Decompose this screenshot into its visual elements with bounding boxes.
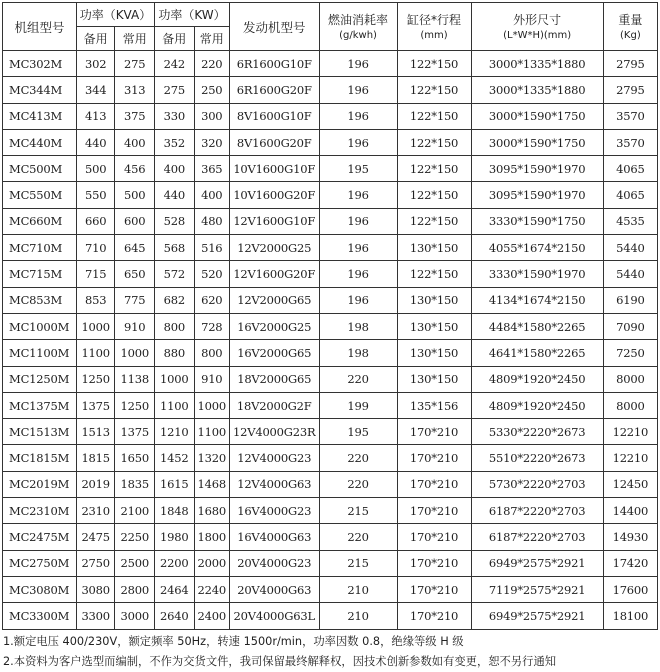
cell-kva-prime: 2250 xyxy=(115,524,155,550)
cell-kva-standby: 710 xyxy=(76,235,115,261)
cell-kw-prime: 520 xyxy=(194,261,229,287)
cell-kw-standby: 1000 xyxy=(155,366,195,392)
cell-kw-prime: 320 xyxy=(194,129,229,155)
table-row xyxy=(3,103,658,129)
table-row xyxy=(3,182,658,208)
cell-kva-standby: 2019 xyxy=(76,471,115,497)
cell-dimensions: 3330*1590*1750 xyxy=(471,208,603,234)
cell-engine: 10V1600G10F xyxy=(229,156,319,182)
cell-weight: 7090 xyxy=(603,313,657,339)
cell-kva-prime: 2100 xyxy=(115,498,155,524)
cell-engine: 6R1600G20F xyxy=(229,77,319,103)
cell-kva-standby: 660 xyxy=(76,208,115,234)
cell-model: MC1513M xyxy=(3,419,77,445)
cell-kva-standby: 1375 xyxy=(76,392,115,418)
cell-weight: 12210 xyxy=(603,445,657,471)
cell-kva-standby: 1250 xyxy=(76,366,115,392)
cell-kva-prime: 500 xyxy=(115,182,155,208)
cell-weight: 12210 xyxy=(603,419,657,445)
cell-model: MC1815M xyxy=(3,445,77,471)
cell-fuel-rate: 210 xyxy=(319,576,397,602)
cell-kw-prime: 516 xyxy=(194,235,229,261)
cell-model: MC440M xyxy=(3,129,77,155)
cell-kva-standby: 2475 xyxy=(76,524,115,550)
cell-fuel-rate: 195 xyxy=(319,156,397,182)
cell-kw-prime: 300 xyxy=(194,103,229,129)
cell-bore-stroke: 122*150 xyxy=(397,208,471,234)
cell-kva-standby: 413 xyxy=(76,103,115,129)
cell-kva-prime: 1000 xyxy=(115,340,155,366)
cell-fuel-rate: 220 xyxy=(319,366,397,392)
cell-kva-prime: 1835 xyxy=(115,471,155,497)
cell-engine: 12V1600G20F xyxy=(229,261,319,287)
cell-engine: 20V4000G23 xyxy=(229,550,319,576)
cell-dimensions: 6187*2220*2703 xyxy=(471,524,603,550)
cell-model: MC500M xyxy=(3,156,77,182)
cell-fuel-rate: 199 xyxy=(319,392,397,418)
cell-dimensions: 4055*1674*2150 xyxy=(471,235,603,261)
cell-dimensions: 7119*2575*2921 xyxy=(471,576,603,602)
table-row xyxy=(3,366,658,392)
cell-kw-standby: 1980 xyxy=(155,524,195,550)
table-row xyxy=(3,313,658,339)
cell-weight: 8000 xyxy=(603,366,657,392)
cell-weight: 3570 xyxy=(603,103,657,129)
cell-kw-standby: 1615 xyxy=(155,471,195,497)
cell-kw-standby: 800 xyxy=(155,313,195,339)
table-row xyxy=(3,287,658,313)
cell-dimensions: 3095*1590*1970 xyxy=(471,156,603,182)
cell-model: MC710M xyxy=(3,235,77,261)
cell-weight: 12450 xyxy=(603,471,657,497)
cell-model: MC1000M xyxy=(3,313,77,339)
cell-kva-standby: 2310 xyxy=(76,498,115,524)
header-kw-standby: 备用 xyxy=(155,27,195,51)
table-row xyxy=(3,524,658,550)
cell-dimensions: 3000*1335*1880 xyxy=(471,77,603,103)
cell-bore-stroke: 122*150 xyxy=(397,182,471,208)
cell-kva-prime: 456 xyxy=(115,156,155,182)
cell-engine: 16V4000G23 xyxy=(229,498,319,524)
cell-kva-prime: 275 xyxy=(115,51,155,77)
cell-dimensions: 4809*1920*2450 xyxy=(471,392,603,418)
cell-bore-stroke: 130*150 xyxy=(397,340,471,366)
table-row xyxy=(3,340,658,366)
cell-fuel-rate: 215 xyxy=(319,550,397,576)
cell-kw-prime: 250 xyxy=(194,77,229,103)
cell-bore-stroke: 130*150 xyxy=(397,235,471,261)
cell-weight: 5440 xyxy=(603,261,657,287)
cell-kva-standby: 1815 xyxy=(76,445,115,471)
cell-fuel-rate: 195 xyxy=(319,419,397,445)
table-row xyxy=(3,603,658,629)
cell-bore-stroke: 170*210 xyxy=(397,471,471,497)
header-dims xyxy=(471,3,603,51)
cell-dimensions: 5730*2220*2703 xyxy=(471,471,603,497)
cell-dimensions: 3000*1590*1750 xyxy=(471,103,603,129)
cell-weight: 5440 xyxy=(603,235,657,261)
header-kva-standby: 备用 xyxy=(76,27,115,51)
table-row xyxy=(3,129,658,155)
cell-kva-prime: 400 xyxy=(115,129,155,155)
cell-kva-standby: 1100 xyxy=(76,340,115,366)
cell-kw-prime: 1100 xyxy=(194,419,229,445)
cell-kva-standby: 853 xyxy=(76,287,115,313)
cell-bore-stroke: 122*150 xyxy=(397,51,471,77)
cell-bore-stroke: 170*210 xyxy=(397,419,471,445)
cell-kva-standby: 302 xyxy=(76,51,115,77)
header-weight xyxy=(603,3,657,51)
cell-model: MC3300M xyxy=(3,603,77,629)
footnotes xyxy=(3,632,657,672)
cell-kw-prime: 1800 xyxy=(194,524,229,550)
header-fuel xyxy=(319,3,397,51)
cell-kva-prime: 2800 xyxy=(115,576,155,602)
cell-weight: 14930 xyxy=(603,524,657,550)
cell-engine: 10V1600G20F xyxy=(229,182,319,208)
cell-kva-prime: 645 xyxy=(115,235,155,261)
cell-kw-standby: 440 xyxy=(155,182,195,208)
cell-kw-prime: 620 xyxy=(194,287,229,313)
table-row xyxy=(3,550,658,576)
cell-bore-stroke: 170*210 xyxy=(397,445,471,471)
header-bore-label: 缸径*行程 xyxy=(407,12,462,27)
cell-fuel-rate: 220 xyxy=(319,445,397,471)
cell-engine: 18V2000G65 xyxy=(229,366,319,392)
header-dims-label: 外形尺寸 xyxy=(513,12,562,27)
cell-engine: 8V1600G10F xyxy=(229,103,319,129)
cell-dimensions: 4484*1580*2265 xyxy=(471,313,603,339)
cell-model: MC2750M xyxy=(3,550,77,576)
cell-fuel-rate: 196 xyxy=(319,51,397,77)
cell-model: MC660M xyxy=(3,208,77,234)
cell-bore-stroke: 130*150 xyxy=(397,366,471,392)
table-row xyxy=(3,235,658,261)
cell-dimensions: 3000*1335*1880 xyxy=(471,51,603,77)
cell-bore-stroke: 170*210 xyxy=(397,576,471,602)
cell-kva-prime: 910 xyxy=(115,313,155,339)
table-row xyxy=(3,261,658,287)
cell-dimensions: 3000*1590*1750 xyxy=(471,129,603,155)
cell-kva-prime: 375 xyxy=(115,103,155,129)
cell-engine: 12V1600G10F xyxy=(229,208,319,234)
table-row xyxy=(3,392,658,418)
footnote-1: 1.额定电压 400/230V，额定频率 50Hz，转速 1500r/min，功率因数 0.8，绝缘等级 H 级 xyxy=(3,635,464,648)
cell-kw-standby: 330 xyxy=(155,103,195,129)
header-bore-unit: (mm) xyxy=(420,29,448,41)
cell-fuel-rate: 196 xyxy=(319,287,397,313)
cell-engine: 8V1600G20F xyxy=(229,129,319,155)
table-row xyxy=(3,77,658,103)
table-row xyxy=(3,445,658,471)
header-fuel-label: 燃油消耗率 xyxy=(328,12,389,27)
cell-kw-standby: 1210 xyxy=(155,419,195,445)
cell-bore-stroke: 130*150 xyxy=(397,313,471,339)
cell-kva-prime: 1375 xyxy=(115,419,155,445)
cell-fuel-rate: 196 xyxy=(319,129,397,155)
cell-kw-standby: 275 xyxy=(155,77,195,103)
cell-kva-standby: 1000 xyxy=(76,313,115,339)
cell-kva-standby: 344 xyxy=(76,77,115,103)
table-row xyxy=(3,419,658,445)
cell-dimensions: 3095*1590*1970 xyxy=(471,182,603,208)
table-row xyxy=(3,498,658,524)
cell-weight: 4065 xyxy=(603,156,657,182)
cell-model: MC2310M xyxy=(3,498,77,524)
header-model: 机组型号 xyxy=(3,3,77,51)
cell-bore-stroke: 122*150 xyxy=(397,261,471,287)
cell-kw-prime: 728 xyxy=(194,313,229,339)
cell-model: MC715M xyxy=(3,261,77,287)
header-weight-unit: (Kg) xyxy=(620,29,641,41)
header-engine: 发动机型号 xyxy=(229,3,319,51)
cell-dimensions: 3330*1590*1970 xyxy=(471,261,603,287)
cell-weight: 17420 xyxy=(603,550,657,576)
cell-fuel-rate: 196 xyxy=(319,208,397,234)
cell-kw-standby: 1848 xyxy=(155,498,195,524)
cell-fuel-rate: 220 xyxy=(319,524,397,550)
cell-kw-standby: 352 xyxy=(155,129,195,155)
cell-kw-prime: 2000 xyxy=(194,550,229,576)
cell-dimensions: 4134*1674*2150 xyxy=(471,287,603,313)
cell-kw-standby: 2200 xyxy=(155,550,195,576)
cell-kva-standby: 440 xyxy=(76,129,115,155)
cell-kva-prime: 650 xyxy=(115,261,155,287)
cell-bore-stroke: 170*210 xyxy=(397,550,471,576)
cell-kw-standby: 880 xyxy=(155,340,195,366)
cell-fuel-rate: 210 xyxy=(319,603,397,629)
cell-kva-standby: 500 xyxy=(76,156,115,182)
cell-model: MC302M xyxy=(3,51,77,77)
cell-fuel-rate: 196 xyxy=(319,77,397,103)
cell-engine: 16V2000G65 xyxy=(229,340,319,366)
cell-weight: 2795 xyxy=(603,77,657,103)
cell-engine: 6R1600G10F xyxy=(229,51,319,77)
cell-kva-standby: 715 xyxy=(76,261,115,287)
cell-kva-prime: 1250 xyxy=(115,392,155,418)
cell-kva-prime: 313 xyxy=(115,77,155,103)
cell-kva-prime: 1138 xyxy=(115,366,155,392)
header-kva-prime: 常用 xyxy=(115,27,155,51)
footnote-2: 2.本资料为客户选型而编制，不作为交货文件，我司保留最终解释权，因技术创新参数如有变更，恕不另行通知 xyxy=(3,655,557,668)
cell-weight: 8000 xyxy=(603,392,657,418)
cell-engine: 18V2000G2F xyxy=(229,392,319,418)
cell-kw-prime: 400 xyxy=(194,182,229,208)
cell-kva-standby: 2750 xyxy=(76,550,115,576)
cell-kw-prime: 2240 xyxy=(194,576,229,602)
cell-kw-standby: 682 xyxy=(155,287,195,313)
cell-kva-prime: 2500 xyxy=(115,550,155,576)
cell-engine: 12V4000G23 xyxy=(229,445,319,471)
cell-dimensions: 5510*2220*2673 xyxy=(471,445,603,471)
cell-kw-prime: 910 xyxy=(194,366,229,392)
cell-model: MC550M xyxy=(3,182,77,208)
cell-bore-stroke: 170*210 xyxy=(397,524,471,550)
generator-spec-table xyxy=(2,2,658,630)
cell-bore-stroke: 122*150 xyxy=(397,103,471,129)
cell-model: MC3080M xyxy=(3,576,77,602)
cell-kw-prime: 1468 xyxy=(194,471,229,497)
cell-kw-standby: 1452 xyxy=(155,445,195,471)
table-row xyxy=(3,51,658,77)
cell-kva-standby: 550 xyxy=(76,182,115,208)
cell-kw-standby: 528 xyxy=(155,208,195,234)
cell-fuel-rate: 198 xyxy=(319,313,397,339)
cell-fuel-rate: 198 xyxy=(319,340,397,366)
cell-bore-stroke: 170*210 xyxy=(397,498,471,524)
cell-model: MC2019M xyxy=(3,471,77,497)
header-bore xyxy=(397,3,471,51)
cell-kw-prime: 2400 xyxy=(194,603,229,629)
cell-kva-prime: 775 xyxy=(115,287,155,313)
cell-kw-standby: 2640 xyxy=(155,603,195,629)
cell-engine: 12V4000G23R xyxy=(229,419,319,445)
cell-bore-stroke: 170*210 xyxy=(397,603,471,629)
cell-weight: 17600 xyxy=(603,576,657,602)
cell-bore-stroke: 130*150 xyxy=(397,287,471,313)
cell-kva-standby: 1513 xyxy=(76,419,115,445)
cell-engine: 12V4000G63 xyxy=(229,471,319,497)
header-dims-unit: (L*W*H)(mm) xyxy=(503,29,572,41)
cell-fuel-rate: 196 xyxy=(319,103,397,129)
header-fuel-unit: (g/kwh) xyxy=(339,29,377,41)
cell-weight: 7250 xyxy=(603,340,657,366)
cell-engine: 20V4000G63L xyxy=(229,603,319,629)
cell-engine: 12V2000G25 xyxy=(229,235,319,261)
header-weight-label: 重量 xyxy=(618,12,643,27)
cell-bore-stroke: 122*150 xyxy=(397,77,471,103)
cell-kw-standby: 568 xyxy=(155,235,195,261)
cell-kva-prime: 600 xyxy=(115,208,155,234)
table-body xyxy=(3,51,658,630)
cell-model: MC1100M xyxy=(3,340,77,366)
table-row xyxy=(3,208,658,234)
cell-weight: 4535 xyxy=(603,208,657,234)
cell-kw-standby: 2464 xyxy=(155,576,195,602)
cell-dimensions: 6187*2220*2703 xyxy=(471,498,603,524)
cell-kw-prime: 220 xyxy=(194,51,229,77)
cell-dimensions: 5330*2220*2673 xyxy=(471,419,603,445)
cell-kw-prime: 1680 xyxy=(194,498,229,524)
cell-weight: 18100 xyxy=(603,603,657,629)
cell-bore-stroke: 135*156 xyxy=(397,392,471,418)
cell-fuel-rate: 196 xyxy=(319,235,397,261)
cell-model: MC2475M xyxy=(3,524,77,550)
cell-kw-standby: 572 xyxy=(155,261,195,287)
cell-model: MC1375M xyxy=(3,392,77,418)
table-row xyxy=(3,156,658,182)
cell-fuel-rate: 220 xyxy=(319,471,397,497)
cell-kw-prime: 365 xyxy=(194,156,229,182)
cell-dimensions: 6949*2575*2921 xyxy=(471,550,603,576)
cell-weight: 4065 xyxy=(603,182,657,208)
cell-bore-stroke: 122*150 xyxy=(397,129,471,155)
cell-kva-prime: 3000 xyxy=(115,603,155,629)
cell-bore-stroke: 122*150 xyxy=(397,156,471,182)
header-power-kva: 功率（KVA） xyxy=(76,3,154,27)
cell-dimensions: 4809*1920*2450 xyxy=(471,366,603,392)
cell-kw-prime: 480 xyxy=(194,208,229,234)
cell-engine: 12V2000G65 xyxy=(229,287,319,313)
header-power-kw: 功率（KW） xyxy=(155,3,230,27)
cell-model: MC853M xyxy=(3,287,77,313)
header-kw-prime: 常用 xyxy=(194,27,229,51)
cell-engine: 16V4000G63 xyxy=(229,524,319,550)
cell-engine: 16V2000G25 xyxy=(229,313,319,339)
cell-weight: 6190 xyxy=(603,287,657,313)
cell-weight: 14400 xyxy=(603,498,657,524)
cell-fuel-rate: 196 xyxy=(319,261,397,287)
cell-kva-prime: 1650 xyxy=(115,445,155,471)
cell-weight: 2795 xyxy=(603,51,657,77)
cell-kw-standby: 1100 xyxy=(155,392,195,418)
cell-dimensions: 4641*1580*2265 xyxy=(471,340,603,366)
cell-kw-prime: 800 xyxy=(194,340,229,366)
cell-kw-standby: 400 xyxy=(155,156,195,182)
cell-weight: 3570 xyxy=(603,129,657,155)
cell-fuel-rate: 215 xyxy=(319,498,397,524)
cell-kw-prime: 1320 xyxy=(194,445,229,471)
table-row xyxy=(3,471,658,497)
cell-model: MC413M xyxy=(3,103,77,129)
table-row xyxy=(3,576,658,602)
cell-model: MC1250M xyxy=(3,366,77,392)
cell-kw-prime: 1000 xyxy=(194,392,229,418)
cell-kva-standby: 3300 xyxy=(76,603,115,629)
cell-dimensions: 6949*2575*2921 xyxy=(471,603,603,629)
cell-kw-standby: 242 xyxy=(155,51,195,77)
cell-engine: 20V4000G63 xyxy=(229,576,319,602)
cell-model: MC344M xyxy=(3,77,77,103)
cell-kva-standby: 3080 xyxy=(76,576,115,602)
cell-fuel-rate: 196 xyxy=(319,182,397,208)
